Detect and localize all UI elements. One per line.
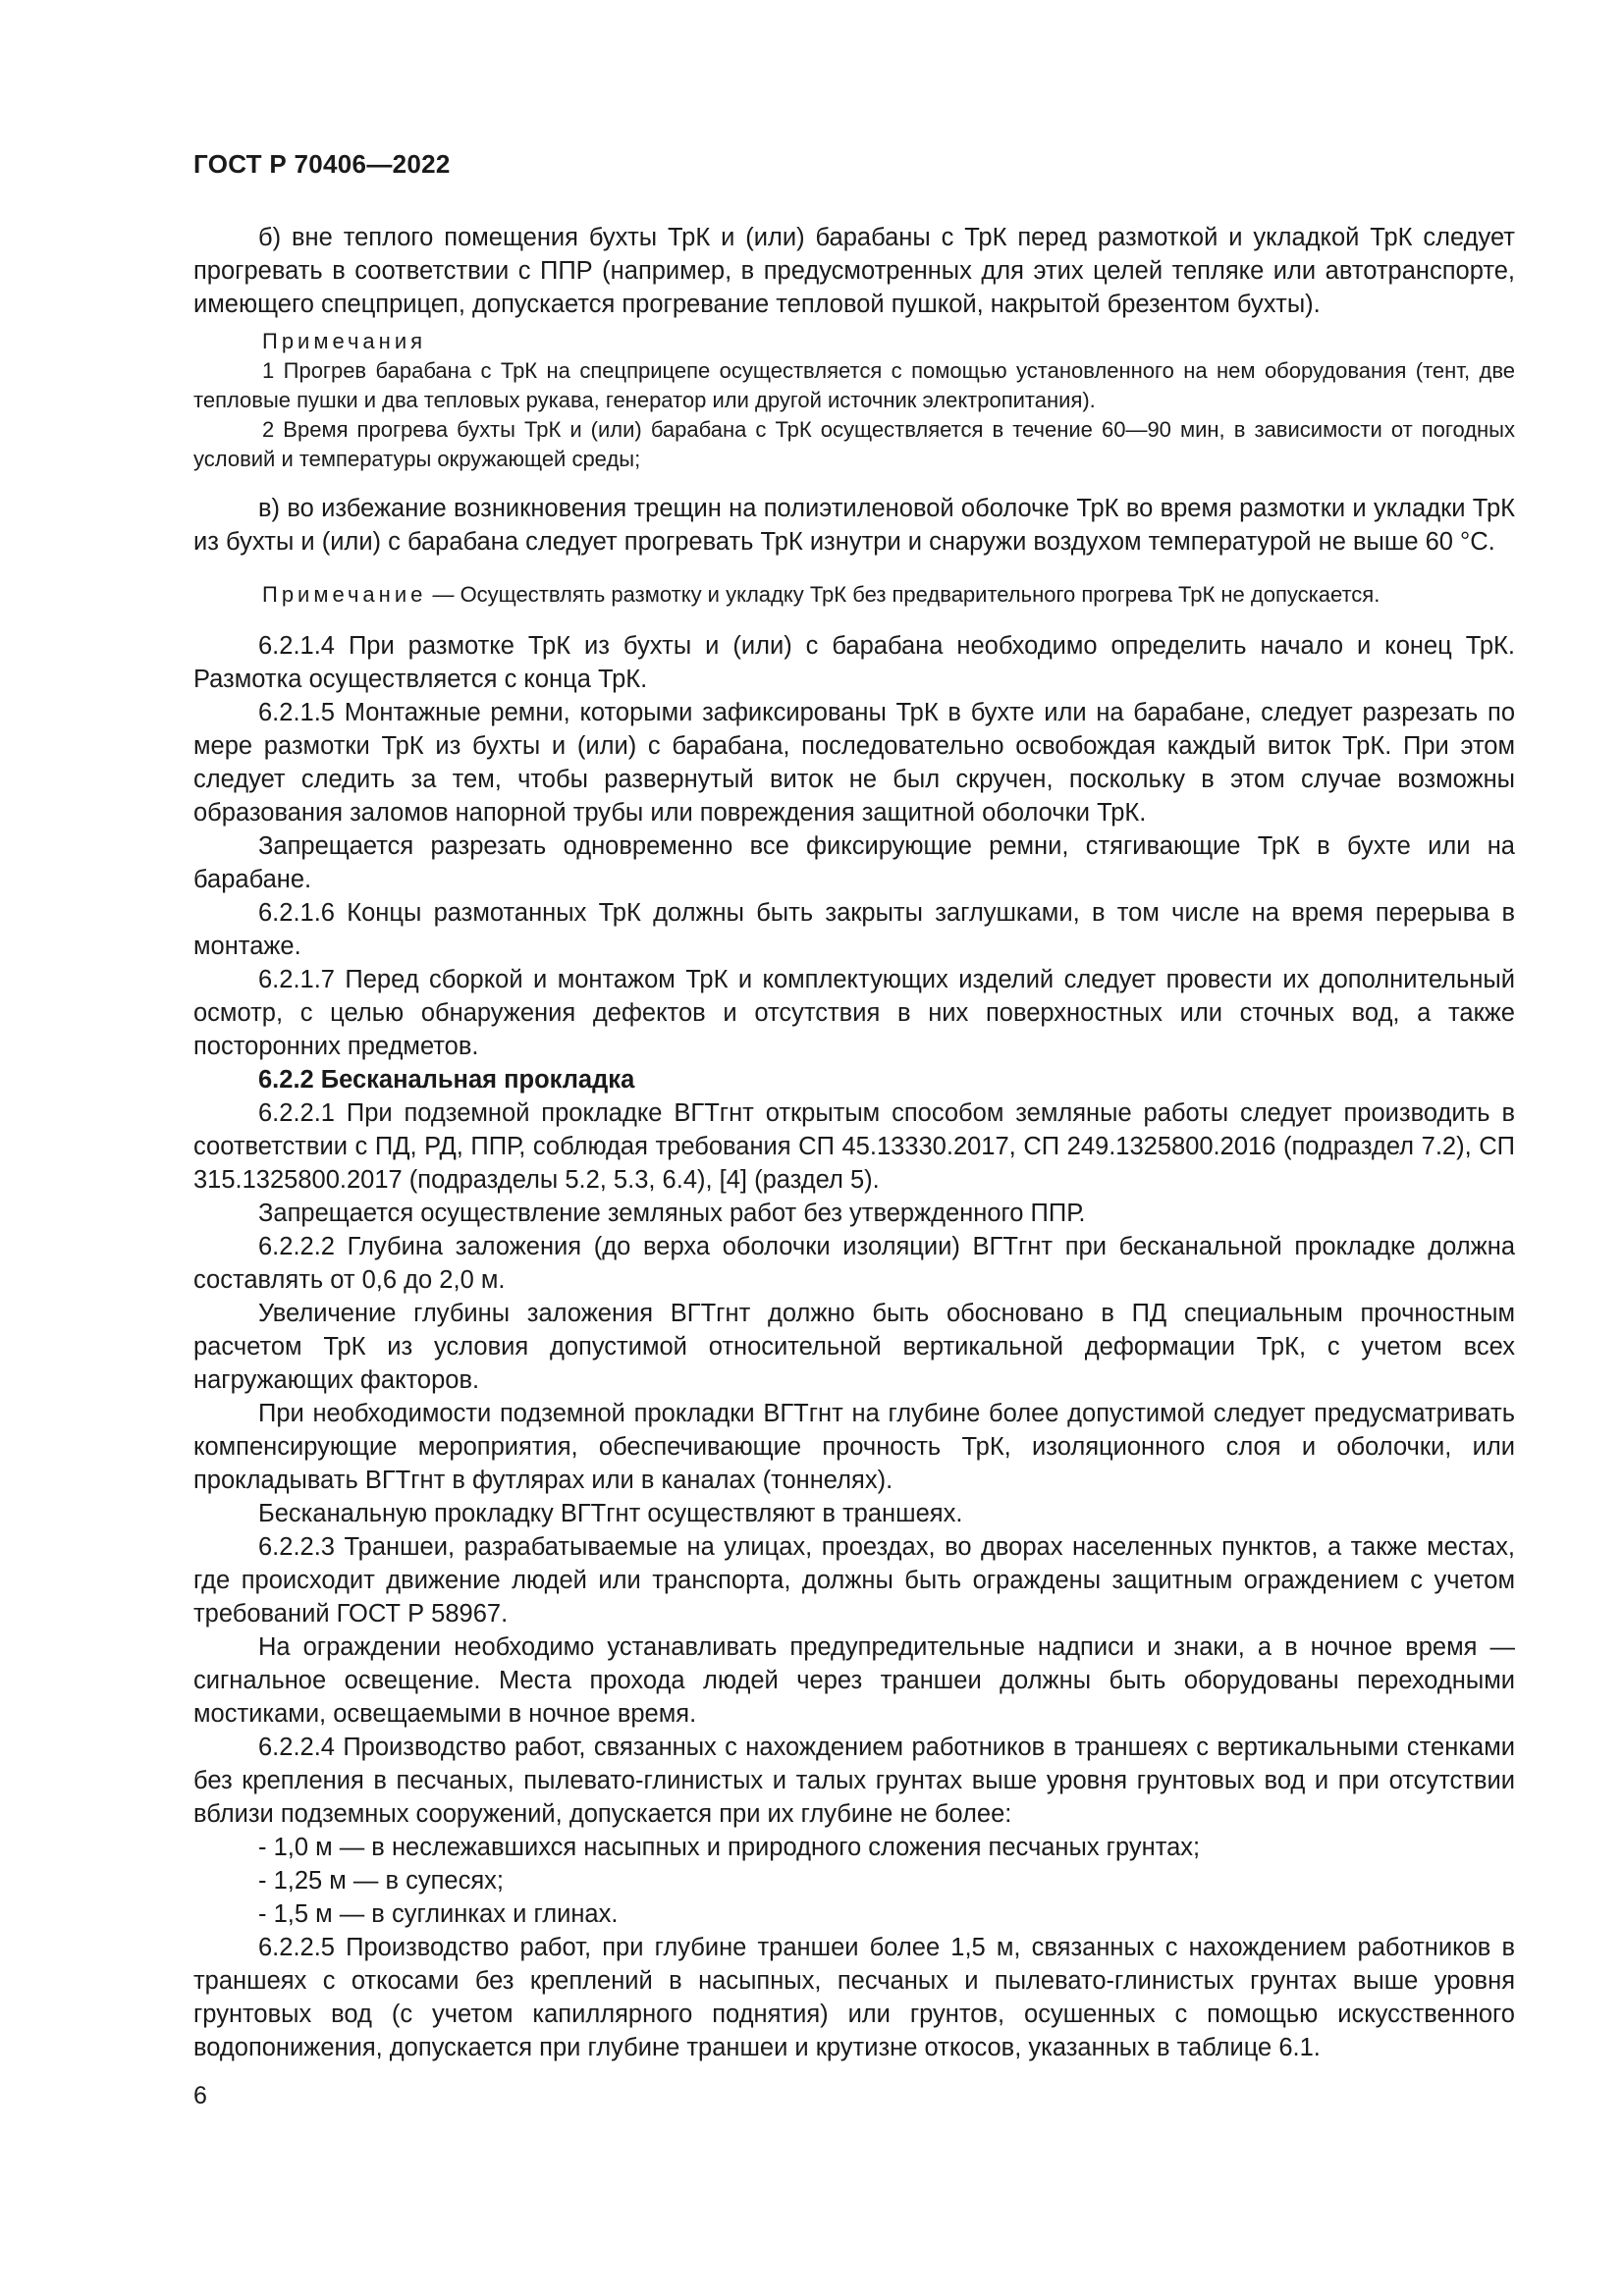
note-2: 2 Время прогрева бухты ТрК и (или) барабана с ТрК осуществляется в течение 60—90 мин, в зависимости от погодных условий и температуры окружающей среды; (193, 417, 1515, 471)
paragraph-6-2-1-4: 6.2.1.4 При размотке ТрК из бухты и (или) с барабана необходимо определить начало и конец ТрК. Размотка осуществляется с конца ТрК. (193, 632, 1515, 693)
paragraph-v: в) во избежание возникновения трещин на полиэтиленовой оболочке ТрК во время размотки и укладки ТрК из бухты и (или) с барабана следует прогревать ТрК изнутри и снаружи воздухом температурой не выше 60 °С. (193, 495, 1515, 556)
single-note-label: Примечание (262, 582, 427, 607)
paragraph-6-2-1-5: 6.2.1.5 Монтажные ремни, которыми зафиксированы ТрК в бухте или на барабане, следует разрезать по мере размотки ТрК из бухты и (или) с барабана, последовательно освобождая каждый виток ТрК. При этом следует следить за тем, чтобы развернутый виток не был скручен, поскольку в этом случае возможны образования заломов напорной трубы или повреждения защитной оболочки ТрК. (193, 699, 1515, 827)
section-heading-6-2-2: 6.2.2 Бесканальная прокладка (258, 1066, 635, 1094)
paragraph-6-2-2-3-signs: На ограждении необходимо устанавливать предупредительные надписи и знаки, а в ночное время — сигнальное освещение. Места прохода людей через траншеи должны быть оборудованы переходными мостиками, освещаемыми в ночное время. (193, 1633, 1515, 1728)
note-1: 1 Прогрев барабана с ТрК на спецприцепе осуществляется с помощью установленного на нем оборудования (тент, две тепловые пушки и два тепловых рукава, генератор или другой источник электропитания). (193, 358, 1515, 412)
page-number: 6 (193, 2082, 207, 2109)
list-item: - 1,0 м — в неслежавшихся насыпных и природного сложения песчаных грунтах; (258, 1834, 1201, 1861)
paragraph-6-2-2-4: 6.2.2.4 Производство работ, связанных с нахождением работников в траншеях с вертикальными стенками без крепления в песчаных, пылевато-глинистых и талых грунтах выше уровня грунтовых вод и при отсутствии вблизи подземных сооружений, допускается при их глубине не более: (193, 1734, 1515, 1828)
single-note (193, 580, 1515, 610)
paragraph-6-2-2-2-trenches: Бесканальную прокладку ВГТгнт осуществляют в траншеях. (258, 1500, 963, 1527)
paragraph-6-2-1-7: 6.2.1.7 Перед сборкой и монтажом ТрК и комплектующих изделий следует провести их дополнительный осмотр, с целью обнаружения дефектов и отсутствия в них поверхностных или сточных вод, а также посторонних предметов. (193, 966, 1515, 1060)
paragraph-6-2-2-2: 6.2.2.2 Глубина заложения (до верха оболочки изоляции) ВГТгнт при бесканальной прокладке должна составлять от 0,6 до 2,0 м. (193, 1233, 1515, 1294)
paragraph-6-2-1-5-prohibition: Запрещается разрезать одновременно все фиксирующие ремни, стягивающие ТрК в бухте или на барабане. (193, 832, 1515, 893)
paragraph-6-2-2-1-prohibition: Запрещается осуществление земляных работ без утвержденного ППР. (258, 1200, 1086, 1227)
list-item: - 1,5 м — в суглинках и глинах. (258, 1900, 619, 1928)
list-item: - 1,25 м — в супесях; (258, 1867, 505, 1895)
paragraph-6-2-2-2-compensation: При необходимости подземной прокладки ВГТгнт на глубине более допустимой следует предусматривать компенсирующие мероприятия, обеспечивающие прочность ТрК, изоляционного слоя и оболочки, или прокладывать ВГТгнт в футлярах или в каналах (тоннелях). (193, 1400, 1515, 1494)
paragraph-6-2-2-5: 6.2.2.5 Производство работ, при глубине траншеи более 1,5 м, связанных с нахождением работников в траншеях с откосами без креплений в насыпных, песчаных и пылевато-глинистых грунтах выше уровня грунтовых вод (с учетом капиллярного поднятия) или грунтов, осушенных с помощью искусственного водопонижения, допускается при глубине траншеи и крутизне откосов, указанных в таблице 6.1. (193, 1934, 1515, 2061)
paragraph-b: б) вне теплого помещения бухты ТрК и (или) барабаны с ТрК перед размоткой и укладкой ТрК следует прогревать в соответствии с ППР (например, в предусмотренных для этих целей тепляке или автотранспорте, имеющего спецприцеп, допускается прогревание тепловой пушкой, накрытой брезентом бухты). (193, 224, 1515, 318)
paragraph-6-2-2-1: 6.2.2.1 При подземной прокладке ВГТгнт открытым способом земляные работы следует производить в соответствии с ПД, РД, ППР, соблюдая требования СП 45.13330.2017, СП 249.1325800.2016 (подраздел 7.2), СП 315.1325800.2017 (подразделы 5.2, 5.3, 6.4), [4] (раздел 5). (193, 1099, 1515, 1194)
standard-code-header: ГОСТ Р 70406—2022 (193, 149, 451, 179)
notes-heading: Примечания (262, 329, 427, 353)
paragraph-6-2-2-3: 6.2.2.3 Траншеи, разрабатываемые на улицах, проездах, во дворах населенных пунктов, а также местах, где происходит движение людей или транспорта, должны быть ограждены защитным ограждением с учетом требований ГОСТ Р 58967. (193, 1533, 1515, 1628)
page-content (193, 221, 1515, 2064)
paragraph-6-2-1-6: 6.2.1.6 Концы размотанных ТрК должны быть закрыты заглушками, в том числе на время перерыва в монтаже. (193, 899, 1515, 960)
paragraph-6-2-2-2-depth-increase: Увеличение глубины заложения ВГТгнт должно быть обосновано в ПД специальным прочностным расчетом ТрК из условия допустимой относительной вертикальной деформации ТрК, с учетом всех нагружающих факторов. (193, 1300, 1515, 1394)
single-note-text: — Осуществлять размотку и укладку ТрК без предварительного прогрева ТрК не допускается. (426, 582, 1380, 607)
